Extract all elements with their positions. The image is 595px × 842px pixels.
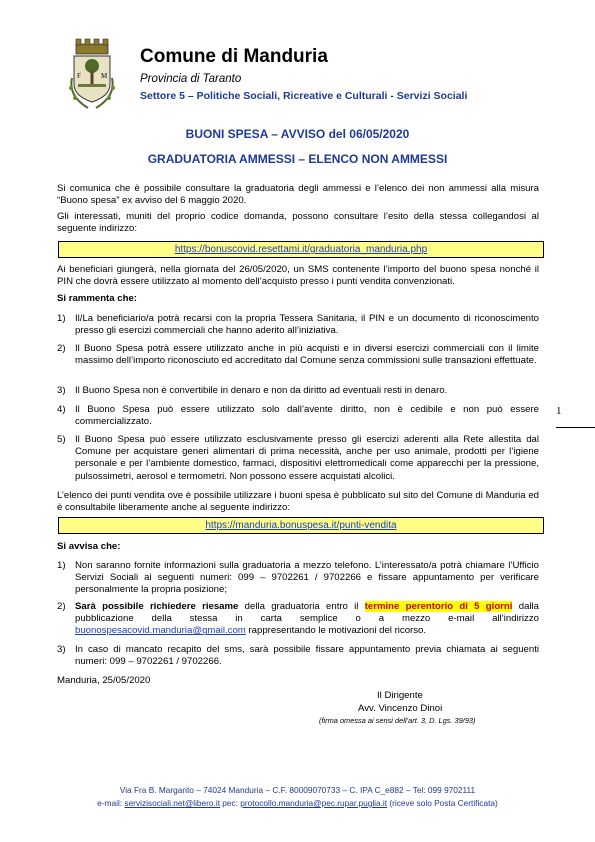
town-crest-logo [68, 38, 116, 110]
list-item-text: Il Buono Spesa non è convertibile in denaro e non da diritto ad eventuali resti in denaro. [75, 385, 448, 396]
review-text-mid: della graduatoria entro il [238, 601, 365, 612]
list-item-text: Non saranno fornite informazioni sulla graduatoria a mezzo telefono. L’interessato/a potrà chiamare l’Ufficio Servizi Sociali ai seguenti numeri: 099 – 9702261 / 9702266 e fissare appuntamento per verificare personalmente la propria posizione; [75, 560, 539, 596]
intro-paragraph-2: Gli interessati, muniti del proprio codice domanda, possono consultare l’esito della stessa collegandosi al seguente indirizzo: [57, 211, 539, 235]
list-item-number: 1) [57, 313, 66, 324]
ranking-link[interactable]: https://bonuscovid.resettami.it/graduatoria_manduria.php [58, 241, 544, 258]
list-item-text: Il Buono Spesa può essere utilizzato esclusivamente presso gli esercizi aderenti alla Rete allestita dal Comune per acquistare generi alimentari di prima necessità, anche per uso animale, prodotti per l’igiene personale e per l’ambiente domestico, farmaci, dispositivi elettromedicali come apparecchi per la pressione, pulsossimetri, aerosol e termometri. Non possono essere acquistati alcolici. [75, 434, 539, 482]
intro-paragraph-3: Ai beneficiari giungerà, nella giornata del 26/05/2020, un SMS contenente l’importo del buono spesa nonché il PIN che dovrà essere utilizzato al momento dell’acquisto presso i punti vendita convenzionati. [57, 264, 539, 288]
footer-contacts [0, 798, 595, 808]
footer-pec-note: (riceve solo Posta Certificata) [387, 798, 498, 808]
deadline-highlight: termine perentorio di 5 giorni [364, 601, 513, 612]
footer-email-link[interactable]: servizisociali.net@libero.it [124, 798, 220, 808]
review-text-after: dalla pubblicazione della stessa in carta semplice o a mezzo e-mail all’indirizzo [75, 601, 540, 625]
province-subtitle: Provincia di Taranto [140, 73, 242, 85]
review-request-bold: Sarà possibile richiedere riesame [75, 601, 239, 612]
municipality-title: Comune di Manduria [140, 46, 328, 67]
page-number-rule [556, 427, 595, 428]
intro-paragraph-1: Si comunica che è possibile consultare la graduatoria degli ammessi e l’elenco dei non ammessi alla misura “Buono spesa” ex avviso del 6 maggio 2020. [57, 183, 539, 207]
footer-email-label: e-mail: [97, 798, 125, 808]
list-item-number: 2) [57, 343, 66, 354]
list-item-text: Il Buono Spesa può essere utilizzato solo dall’avente diritto, non è cedibile e non può essere commercializzato. [75, 404, 539, 428]
footer-pec-link[interactable]: protocollo.manduria@pec.rupar.puglia.it [240, 798, 388, 808]
ranking-heading: GRADUATORIA AMMESSI – ELENCO NON AMMESSI [147, 152, 448, 166]
signer-role: Il Dirigente [377, 690, 423, 701]
list-item-text: Il/La beneficiario/a potrà recarsi con la propria Tessera Sanitaria, il PIN e un documento di riconoscimento presso gli esercizi commerciali che hanno aderito all’iniziativa. [75, 313, 539, 337]
crest-letter-m: M [101, 72, 108, 80]
notice-heading: BUONI SPESA – AVVISO del 06/05/2020 [185, 127, 410, 141]
place-date: Manduria, 25/05/2020 [57, 675, 151, 686]
stores-link[interactable]: https://manduria.bonuspesa.it/punti-vendita [58, 517, 544, 534]
list-item-number: 1) [57, 560, 66, 571]
list-item-text [75, 601, 539, 638]
notice-list-heading: Si avvisa che: [57, 541, 121, 552]
footer-pec-label: pec: [220, 798, 241, 808]
list-item-text: Il Buono Spesa potrà essere utilizzato anche in più acquisti e in diversi esercizi commerciali con il limite massimo dell’importo riconosciuto ed accreditato dal Comune senza commissioni sulle transazioni effettuate. [75, 343, 539, 367]
list-item-number: 5) [57, 434, 66, 445]
review-email-link[interactable]: buonospesacovid.manduria@gmail.com [75, 625, 246, 637]
footer-address: Via Fra B. Margarito – 74024 Manduria – C.F. 80009070733 – C. IPA C_e882 – Tel: 099 9702111 [119, 785, 476, 795]
signer-name: Avv. Vincenzo Dinoi [358, 703, 443, 714]
list-item-number: 4) [57, 404, 66, 415]
page-number: 1 [556, 405, 562, 417]
list-item-number: 2) [57, 601, 66, 612]
list-item-number: 3) [57, 385, 66, 396]
sector-subtitle: Settore 5 – Politiche Sociali, Ricreative e Culturali - Servizi Sociali [140, 90, 468, 102]
signature-note: (firma omessa ai sensi dell’art. 3, D. Lgs. 39/93) [319, 716, 476, 725]
reminder-heading: Si rammenta che: [57, 293, 137, 304]
list-item-text: In caso di mancato recapito del sms, sarà possibile fissare appuntamento previa chiamata ai seguenti numeri: 099 – 9702261 / 9702266. [75, 644, 539, 668]
stores-paragraph: L’elenco dei punti vendita ove è possibile utilizzare i buoni spesa è pubblicato sul sito del Comune di Manduria ed è consultabile liberamente anche al seguente indirizzo: [57, 490, 539, 514]
review-text-end: rappresentando le motivazioni del ricorso. [245, 625, 427, 637]
list-item-number: 3) [57, 644, 66, 655]
crest-letter-f: F [77, 72, 81, 80]
